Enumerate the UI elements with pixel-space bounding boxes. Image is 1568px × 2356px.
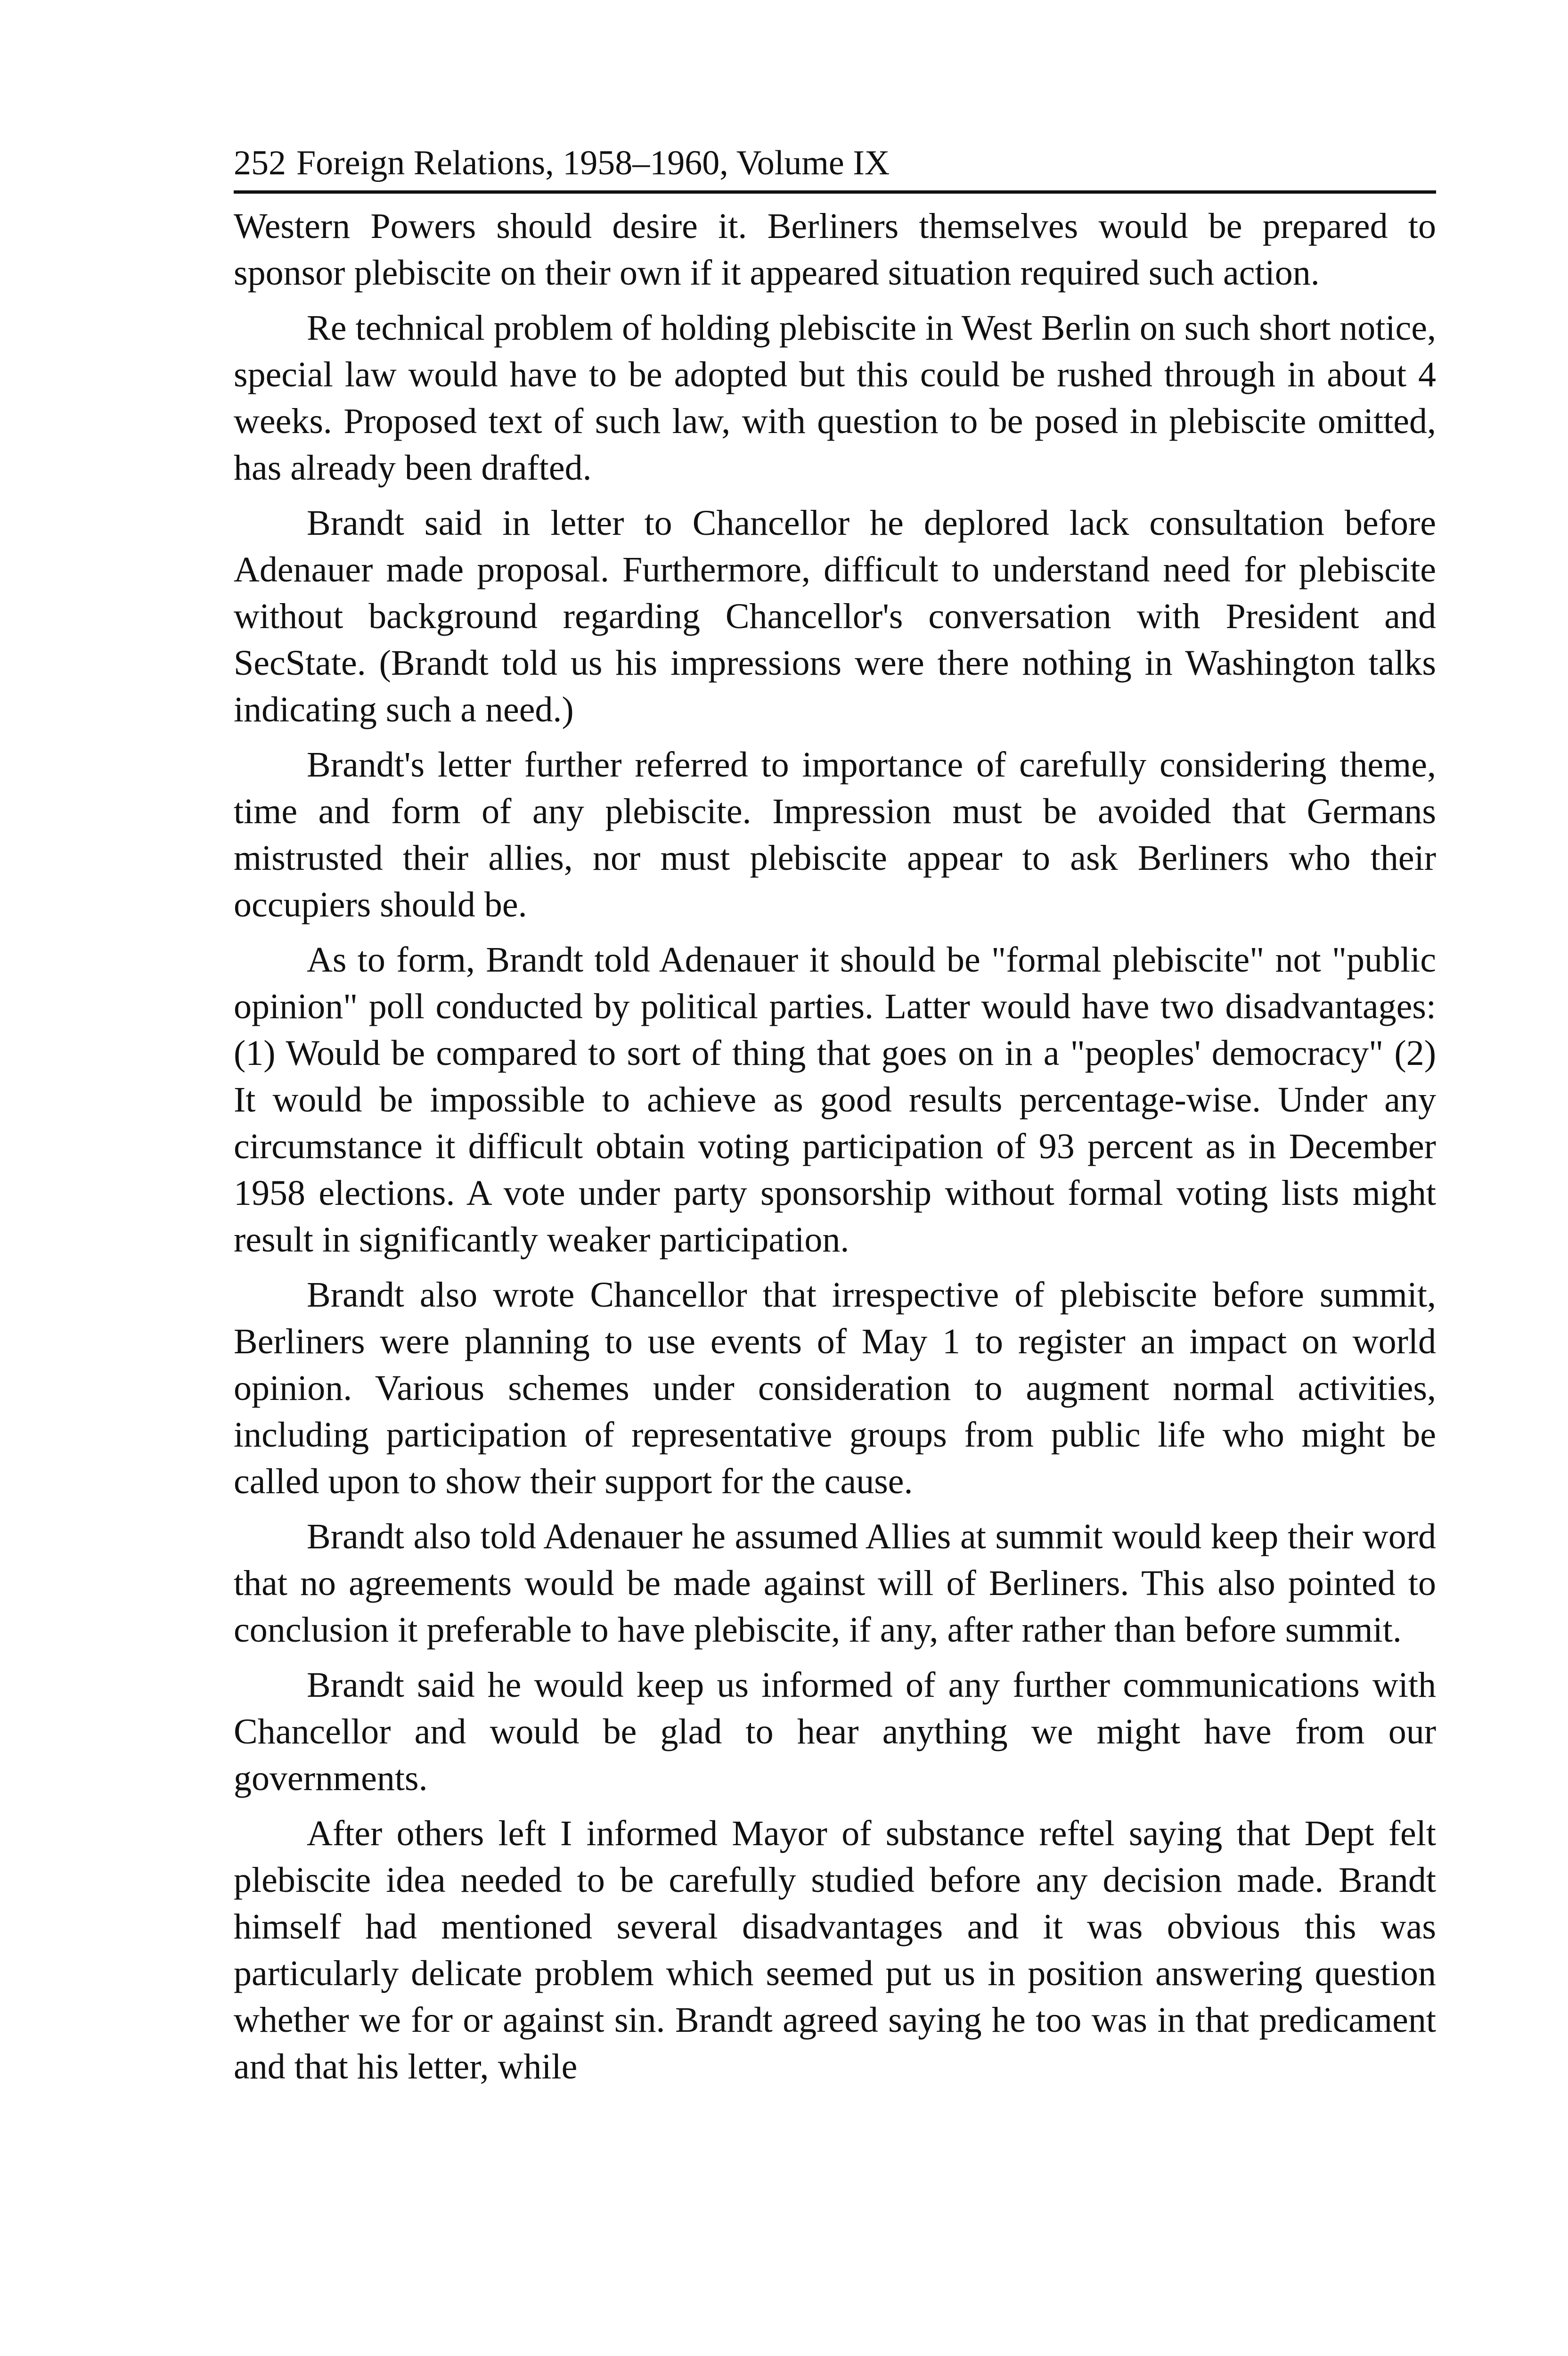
paragraph-keep-informed: Brandt said he would keep us informed of any further communications with Chancellor and would be glad to hear anything we might have from our governments. bbox=[234, 1665, 1436, 1798]
paragraph-allies-summit: Brandt also told Adenauer he assumed Allies at summit would keep their word that no agreements would be made against will of Berliners. This also pointed to conclusion it preferable to have plebiscite, if any, after rather than before summit. bbox=[234, 1517, 1436, 1650]
running-header bbox=[234, 141, 1436, 194]
paragraph-brandt-letter: Brandt said in letter to Chancellor he deplored lack consultation before Adenauer made proposal. Furthermore, difficult to understand need for plebiscite without background regarding Chancellor's conversation with President and SecState. (Brandt told us his impressions were there nothing in Washington talks indicating such a need.) bbox=[234, 503, 1436, 729]
publication-title: Foreign Relations, 1958–1960, Volume IX bbox=[296, 144, 890, 182]
paragraph-technical-problem: Re technical problem of holding plebiscite in West Berlin on such short notice, special law would have to be adopted but this could be rushed through in about 4 weeks. Proposed text of such law, with question to be posed in plebiscite omitted, has already been drafted. bbox=[234, 308, 1436, 488]
paragraph-after-others-left: After others left I informed Mayor of substance reftel saying that Dept felt plebiscite idea needed to be carefully studied before any decision made. Brandt himself had mentioned several disadvantages and it was obvious this was particularly delicate problem which seemed put us in position answering question whether we for or against sin. Brandt agreed saying he too was in that predicament and that his letter, while bbox=[234, 1814, 1436, 2086]
paragraph-form-of-plebiscite: As to form, Brandt told Adenauer it should be "formal plebiscite" not "public opinion" poll conducted by political parties. Latter would have two disadvantages: (1) Would be compared to sort of thing that goes on in a "peoples' democracy" (2) It would be impossible to achieve as good results percentage-wise. Under any circumstance it difficult obtain voting participation of 93 percent as in December 1958 elections. A vote under party sponsorship without formal voting lists might result in significantly weaker participation. bbox=[234, 940, 1436, 1260]
paragraph-continuation: Western Powers should desire it. Berliners themselves would be prepared to sponsor plebiscite on their own if it appeared situation required such action. bbox=[234, 206, 1436, 293]
paragraph-may-first-events: Brandt also wrote Chancellor that irrespective of plebiscite before summit, Berliners were planning to use events of May 1 to register an impact on world opinion. Various schemes under consideration to augment normal activities, including participation of representative groups from public life who might be called upon to show their support for the cause. bbox=[234, 1275, 1436, 1501]
page-number: 252 bbox=[234, 144, 286, 182]
document-page bbox=[234, 141, 1436, 2099]
body-text bbox=[234, 203, 1436, 2090]
paragraph-letter-importance: Brandt's letter further referred to importance of carefully considering theme, time and form of any plebiscite. Impression must be avoided that Germans mistrusted their allies, nor must plebiscite appear to ask Berliners who their occupiers should be. bbox=[234, 745, 1436, 924]
